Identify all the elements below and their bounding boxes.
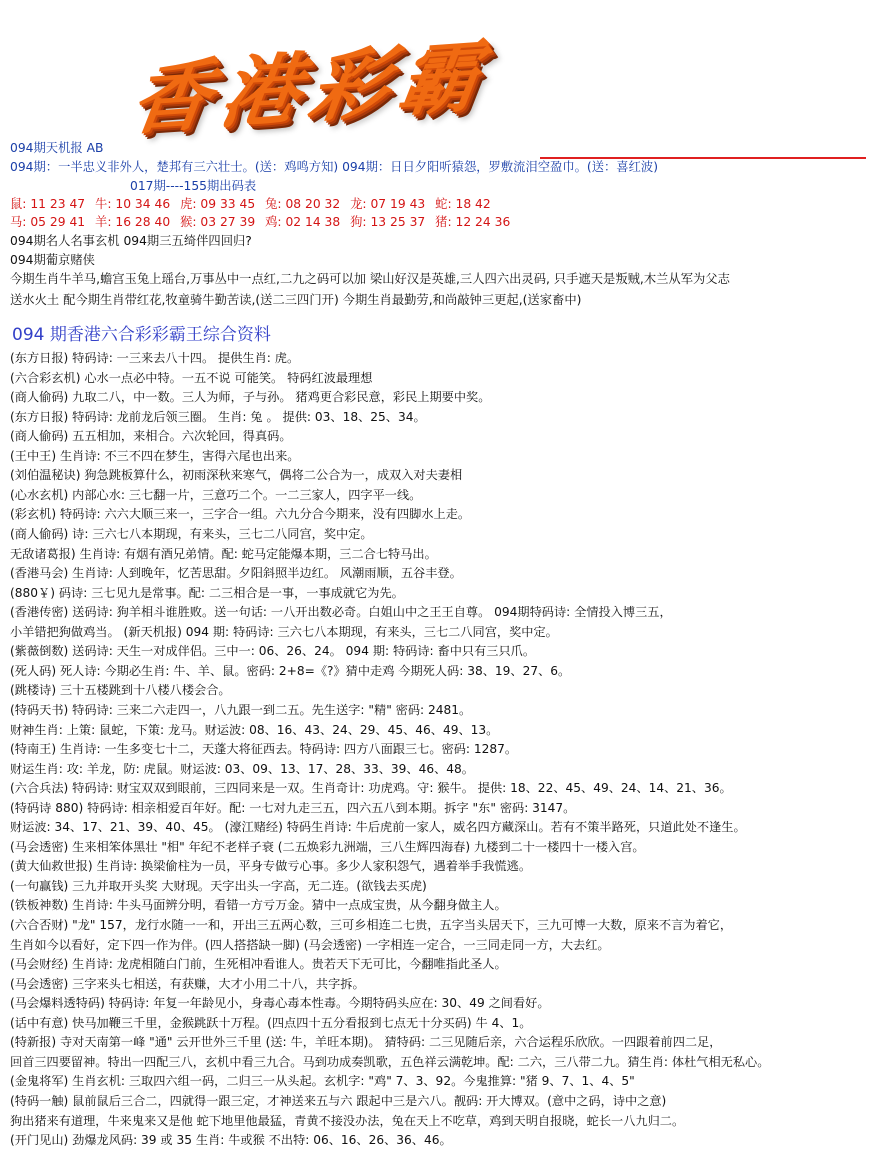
- text-line: (彩玄机) 特码诗: 六六大顺三来一，三字合一组。六九分合今期来，没有四脚水上走。: [10, 507, 471, 522]
- lucky-cell: 马: 05 29 41: [10, 215, 86, 229]
- lucky-cell: 蛇: 18 42: [435, 197, 491, 211]
- text-line: 财神生肖: 上策: 鼠蛇，下策: 龙马。财运波: 08、16、43、24、29、45、46、49、13。: [10, 722, 499, 737]
- text-line: 财运波: 34、17、21、39、40、45。 (濠江赌经) 特码生肖诗: 牛后虎前一家人，威名四方藏深山。若有不策半路死，只道此处不逢生。: [10, 820, 746, 835]
- text-line: (特南王) 生肖诗: 一生多变七十二，天蓬大将征西去。特码诗: 四方八面跟三七。密码: 1287。: [10, 742, 518, 756]
- header-line-1: 094期天机报 AB: [10, 141, 104, 155]
- text-line: (马会透密) 三字来头七相送，有获赚，大才小用二十八，共字拆。: [10, 976, 365, 991]
- header-line-2: 094期：一半忠义非外人，楚邦有三六壮士。(送：鸡鸣方知) 094期：日日夕阳听猿怨，罗敷流泪空盈巾。(送：喜红波): [10, 160, 658, 174]
- header-line-3: 017期----155期出码表: [130, 179, 257, 193]
- text-line: (马会透密) 生来相笨体黑壮 "相" 年纪不老样子衰 (二五焕彩九洲端，三八生辉四海春) 九楼到二十一楼四十一楼入宫。: [10, 839, 645, 854]
- text-line: (商人偷码) 五五相加，来相合。六次轮回，得真码。: [10, 429, 292, 444]
- text-line: 回首三四要留神。特出一四配三八，玄机中看三九合。马到功成奏凯歌，五色祥云满乾坤。配: 二六，三八带二九。猜生肖: 体杜气相无私心。: [10, 1054, 770, 1069]
- text-line: (特新报) 寺对天南第一峰 "通" 云开世外三千里 (送: 牛，羊旺本期)。 猜特码: 二三见随后亲，六合运程乐欣欣。一四跟着前四二足，: [10, 1035, 722, 1050]
- lucky-cell: 兔: 08 20 32: [265, 197, 341, 211]
- text-line: (刘伯温秘诀) 狗急跳板算什么，初雨深秋来寒气，偶将二公合为一，成双入对夫妻相: [10, 468, 463, 483]
- lucky-cell: 鼠: 11 23 47: [10, 197, 86, 211]
- text-line: (紫薇倒数) 送码诗: 天生一对成伴侣。三中一: 06、26、24。 094 期: 特码诗: 畜中只有三只爪。: [10, 644, 536, 659]
- header-line-6: 094期名人名事玄机 094期三五绮伴四回归?: [10, 234, 252, 248]
- lucky-cell: 鸡: 02 14 38: [265, 215, 341, 229]
- text-line: 生肖如今以看好，定下四一作为伴。(四人搭搭缺一脚) (马会透密) 一字相连一定合，一三同走同一方，大去红。: [10, 937, 610, 952]
- header-line-7: 094期葡京赌侠: [10, 253, 95, 267]
- text-line: (香港传密) 送码诗: 狗羊相斗谁胜败。送一句话: 一八开出数必奇。白姐山中之王王自尊。 094期特码诗: 全情投入博三五，: [10, 605, 672, 620]
- text-line: (死人码) 死人诗: 今期必生肖: 牛、羊、鼠。密码: 2+8=《?》猜中走鸡 今期死人码: 38、19、27、6。: [10, 663, 571, 678]
- text-line: 小羊错把狗做鸡当。 (新天机报) 094 期: 特码诗: 三六七八本期现，有来头，三七二八同宫，奖中定。: [10, 624, 558, 639]
- text-line: (黄大仙救世报) 生肖诗: 换梁偷柱为一员，平身专做亏心事。多少人家积怨气，遇着举手我慌逃。: [10, 859, 532, 874]
- lucky-cell: 猪: 12 24 36: [435, 215, 511, 229]
- text-line: (特码天书) 特码诗: 三来二六走四一，八九跟一到二五。先生送字: "精" 密码: 2481。: [10, 702, 472, 717]
- lucky-cell: 虎: 09 33 45: [180, 197, 256, 211]
- text-line: 财运生肖: 攻: 羊龙，防: 虎鼠。财运波: 03、09、13、17、28、33、39、46、48。: [10, 761, 474, 776]
- text-line: (金鬼将军) 生肖玄机: 三取四六组一码，二归三一从头起。玄机字: "鸡" 7、3、92。今鬼推算: "猪 9、7、1、4、5": [10, 1074, 635, 1089]
- header-line-9: 送水火土 配今期生肖带红花,牧童骑牛勤苦读,(送二三四门开) 今期生肖最勤劳,和尚敲钟三更起,(送家畜中): [10, 293, 582, 307]
- text-line: (六合兵法) 特码诗: 财宝双双到眼前，三四同来是一双。生肖奇计: 功虎鸡。守: 猴牛。 提供: 18、22、45、49、24、14、21、36。: [10, 781, 732, 796]
- text-line: (王中王) 生肖诗: 不三不四在梦生，害得六尾也出来。: [10, 448, 300, 463]
- banner-logo-text: 香港彩霸: [125, 30, 495, 147]
- text-line: (六合彩玄机) 心水一点必中特。一五不说 可能笑。 特码红波最理想: [10, 370, 373, 385]
- text-line: (马会爆料透特码) 特码诗: 年复一年龄见小，身毒心毒本性毒。今期特码头应在: 30、49 之间看好。: [10, 996, 550, 1011]
- text-line: (880￥) 码诗: 三七见九是常事。配: 二三相合是一事，一事成就它为先。: [10, 585, 404, 600]
- lucky-cell: 羊: 16 28 40: [95, 215, 171, 229]
- text-line: (特码诗 880) 特码诗: 相亲相爱百年好。配: 一七对九走三五，四六五八到本期。拆字 "东" 密码: 3147。: [10, 800, 576, 815]
- lucky-cell: 猴: 03 27 39: [180, 215, 256, 229]
- text-line: (商人偷码) 九取二八，中一数。三人为师，子与孙。 猪鸡更合彩民意，彩民上期要中奖。: [10, 390, 491, 405]
- text-line: (东方日报) 特码诗: 龙前龙后领三圈。 生肖: 兔 。 提供: 03、18、25、34。: [10, 409, 426, 424]
- text-line: (东方日报) 特码诗: 一三来去八十四。 提供生肖: 虎。: [10, 351, 300, 365]
- text-line: (开门见山) 劲爆龙风码: 39 或 35 生肖: 牛或猴 不出特: 06、16、26、36、46。: [10, 1133, 452, 1147]
- lucky-row-1: [10, 195, 497, 213]
- text-line: (心水玄机) 内部心水: 三七翻一片，三意巧二个。一二三家人，四字平一线。: [10, 487, 422, 502]
- lucky-cell: 牛: 10 34 46: [95, 197, 171, 211]
- text-line: (跳楼诗) 三十五楼跳到十八楼八楼会合。: [10, 683, 231, 698]
- text-line: (话中有意) 快马加鞭三千里，金猴跳跃十万程。(四点四十五分看报到七点无十分买码) 牛 4、1。: [10, 1015, 532, 1030]
- lucky-cell: 龙: 07 19 43: [350, 197, 426, 211]
- banner-logo: [125, 20, 530, 147]
- text-line: (六合否财) "龙" 157，龙行水随一一和，开出三五两心数，三可乡相连二七贵，五字当头居天下，三九可博一大数，原来不言为着它，: [10, 918, 733, 932]
- text-line: 狗出猪来有道理，牛来鬼来又是他 蛇下地里他最猛，青黄不接没办法，兔在天上不吃草，鸡到天明自报晓，蛇长一八九归二。: [10, 1113, 685, 1128]
- text-line: (商人偷码) 诗: 三六七八本期现，有来头，三七二八同宫，奖中定。: [10, 527, 373, 541]
- text-line: (铁板神数) 生肖诗: 牛头马面辨分明，看错一方亏万金。猜中一点成宝贵，从今翻身做主人。: [10, 898, 507, 913]
- text-line: (一句赢钱) 三九并取开头奖 大财现。天字出头一字高，无二连。(欲钱去买虎): [10, 878, 427, 893]
- text-line: (特码一触) 鼠前鼠后三合二，四就得一跟三定，才神送来五与六 跟起中三是六八。靓码: 开大博双。(意中之码，诗中之意): [10, 1093, 667, 1108]
- text-line: 无敌诸葛报) 生肖诗: 有烟有酒兄弟情。配: 蛇马定能爆本期，三二合七特马出。: [10, 546, 437, 561]
- lucky-row-2: [10, 213, 516, 231]
- text-line: (马会财经) 生肖诗: 龙虎相随白门前，生死相冲看谁人。贵若天下无可比，今翻唯指此圣人。: [10, 957, 507, 972]
- lucky-cell: 狗: 13 25 37: [350, 215, 426, 229]
- section-title: 094 期香港六合彩彩霸王综合资料: [12, 325, 271, 345]
- text-line: (香港马会) 生肖诗: 人到晚年，忆苦思甜。夕阳斜照半边红。 风潮雨顺，五谷丰登。: [10, 566, 462, 580]
- header-line-8: 今期生肖牛羊马,蟾宫玉兔上瑶台,万事丛中一点红,二九之码可以加 梁山好汉是英雄,三人四六出灵码, 只手遮天是叛贼,木兰从军为父志: [10, 272, 730, 286]
